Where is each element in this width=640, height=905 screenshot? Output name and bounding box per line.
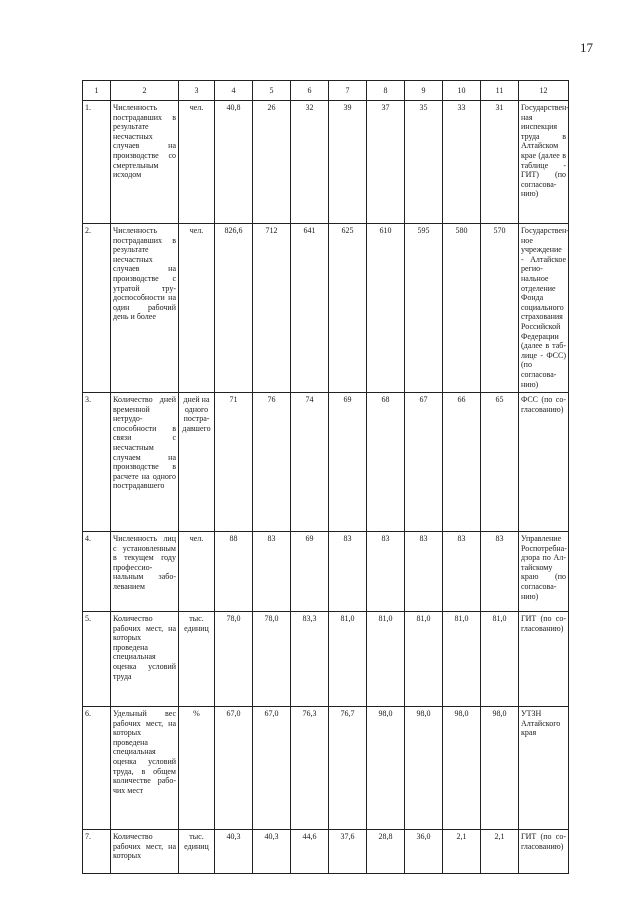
responsible: ГИТ (по согласованию) [519, 830, 569, 874]
value-cell: 83,3 [291, 612, 329, 707]
value-cell: 81,0 [481, 612, 519, 707]
value-cell: 76,7 [329, 707, 367, 830]
value-cell: 625 [329, 224, 367, 393]
unit: чел. [179, 532, 215, 612]
value-cell: 33 [443, 101, 481, 224]
value-cell: 71 [215, 393, 253, 532]
indicators-table [82, 80, 569, 874]
value-cell: 67,0 [215, 707, 253, 830]
header-cell: 9 [405, 81, 443, 101]
indicator-name: Количество рабочих мест, на которых проведена специальная оценка условий труда [111, 612, 179, 707]
value-cell: 826,6 [215, 224, 253, 393]
value-cell: 36,0 [405, 830, 443, 874]
value-cell: 2,1 [443, 830, 481, 874]
unit: тыс. единиц [179, 612, 215, 707]
value-cell: 67,0 [253, 707, 291, 830]
value-cell: 31 [481, 101, 519, 224]
value-cell: 65 [481, 393, 519, 532]
row-number: 1. [83, 101, 111, 224]
header-cell: 3 [179, 81, 215, 101]
indicator-name: Удельный вес рабочих мест, на которых проведена специальная оценка условий труда, в общем количестве рабочих мест [111, 707, 179, 830]
indicator-name: Количество дней временной нетрудоспособности в связи с несчастным случаем на производстве в расчете на одного пострадавшего [111, 393, 179, 532]
value-cell: 66 [443, 393, 481, 532]
value-cell: 76 [253, 393, 291, 532]
header-cell: 1 [83, 81, 111, 101]
header-cell: 8 [367, 81, 405, 101]
value-cell: 98,0 [443, 707, 481, 830]
value-cell: 39 [329, 101, 367, 224]
indicator-name: Численность пострадавших в результате несчастных случаев на производстве с утратой трудоспособности на один рабочий день и более [111, 224, 179, 393]
responsible: ГИТ (по согласованию) [519, 612, 569, 707]
responsible: ФСС (по согласованию) [519, 393, 569, 532]
value-cell: 83 [253, 532, 291, 612]
header-cell: 5 [253, 81, 291, 101]
value-cell: 83 [481, 532, 519, 612]
value-cell: 78,0 [253, 612, 291, 707]
value-cell: 78,0 [215, 612, 253, 707]
table-row [83, 393, 569, 532]
header-cell: 6 [291, 81, 329, 101]
table-row [83, 707, 569, 830]
row-number: 5. [83, 612, 111, 707]
value-cell: 35 [405, 101, 443, 224]
value-cell: 44,6 [291, 830, 329, 874]
value-cell: 26 [253, 101, 291, 224]
value-cell: 98,0 [367, 707, 405, 830]
value-cell: 32 [291, 101, 329, 224]
header-cell: 4 [215, 81, 253, 101]
value-cell: 68 [367, 393, 405, 532]
value-cell: 88 [215, 532, 253, 612]
value-cell: 81,0 [329, 612, 367, 707]
value-cell: 2,1 [481, 830, 519, 874]
value-cell: 67 [405, 393, 443, 532]
header-cell: 12 [519, 81, 569, 101]
row-number: 2. [83, 224, 111, 393]
header-cell: 10 [443, 81, 481, 101]
indicator-name: Численность пострадавших в результате несчастных случаев на производстве со смертельным исходом [111, 101, 179, 224]
value-cell: 40,3 [215, 830, 253, 874]
value-cell: 570 [481, 224, 519, 393]
table-row [83, 224, 569, 393]
indicator-name: Численность лиц с установленным в текущем году профессиональным заболеванием [111, 532, 179, 612]
value-cell: 83 [367, 532, 405, 612]
responsible: УТЗН Алтайского края [519, 707, 569, 830]
value-cell: 83 [329, 532, 367, 612]
table-row [83, 101, 569, 224]
value-cell: 98,0 [405, 707, 443, 830]
value-cell: 76,3 [291, 707, 329, 830]
table-header-row [83, 81, 569, 101]
value-cell: 40,3 [253, 830, 291, 874]
value-cell: 98,0 [481, 707, 519, 830]
responsible: Управление Роспотребнадзора по Алтайскому краю (по согласованию) [519, 532, 569, 612]
table-row [83, 532, 569, 612]
header-cell: 2 [111, 81, 179, 101]
value-cell: 69 [329, 393, 367, 532]
responsible: Государственное учреждение - Алтайское региональное отделение Фонда социального страхования Российской Федерации (далее в таблице - ФСС) (по согласованию) [519, 224, 569, 393]
value-cell: 83 [405, 532, 443, 612]
unit: чел. [179, 224, 215, 393]
value-cell: 40,8 [215, 101, 253, 224]
value-cell: 37 [367, 101, 405, 224]
value-cell: 610 [367, 224, 405, 393]
header-cell: 7 [329, 81, 367, 101]
table-row [83, 612, 569, 707]
unit: % [179, 707, 215, 830]
indicator-name: Количество рабочих мест, на которых [111, 830, 179, 874]
row-number: 3. [83, 393, 111, 532]
value-cell: 595 [405, 224, 443, 393]
unit: дней на одного пострадавшего [179, 393, 215, 532]
header-cell: 11 [481, 81, 519, 101]
unit: чел. [179, 101, 215, 224]
row-number: 7. [83, 830, 111, 874]
value-cell: 712 [253, 224, 291, 393]
value-cell: 69 [291, 532, 329, 612]
value-cell: 81,0 [405, 612, 443, 707]
value-cell: 81,0 [443, 612, 481, 707]
row-number: 4. [83, 532, 111, 612]
value-cell: 641 [291, 224, 329, 393]
row-number: 6. [83, 707, 111, 830]
value-cell: 83 [443, 532, 481, 612]
value-cell: 74 [291, 393, 329, 532]
value-cell: 28,8 [367, 830, 405, 874]
responsible: Государственная инспекция труда в Алтайском крае (далее в таблице - ГИТ) (по согласованию) [519, 101, 569, 224]
page-number: 17 [580, 40, 593, 55]
value-cell: 37,6 [329, 830, 367, 874]
value-cell: 81,0 [367, 612, 405, 707]
table-row [83, 830, 569, 874]
unit: тыс. единиц [179, 830, 215, 874]
value-cell: 580 [443, 224, 481, 393]
